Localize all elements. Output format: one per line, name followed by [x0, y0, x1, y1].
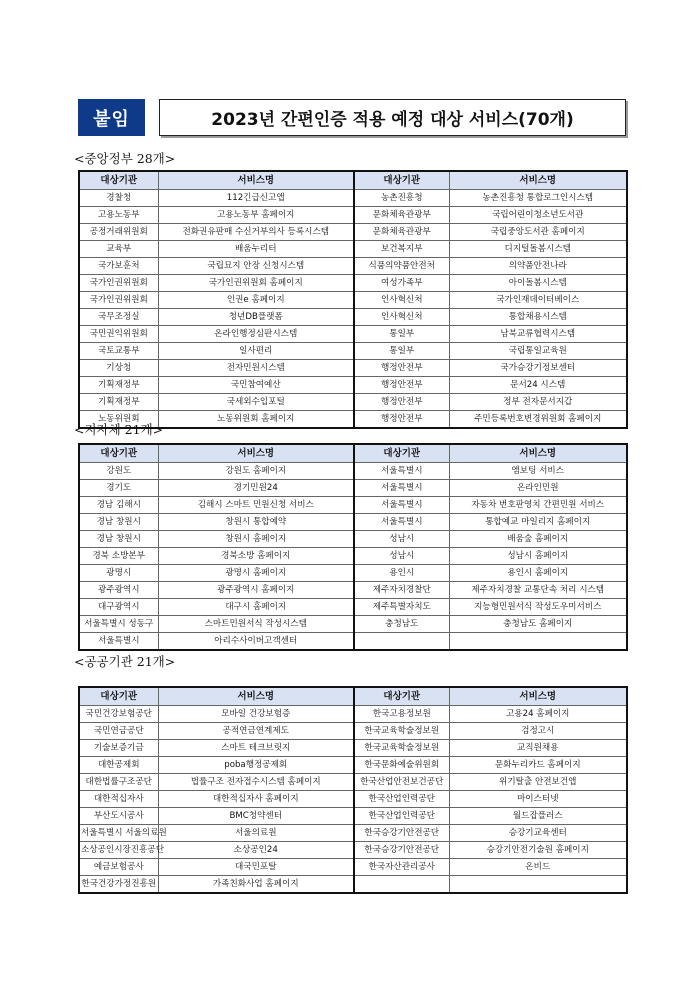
agency-cell: 한국산업안전보건공단 [354, 774, 449, 791]
service-cell: 국가승강기정보센터 [449, 360, 627, 377]
service-cell: 청년DB플랫폼 [158, 309, 354, 326]
service-cell: 국립통일교육원 [449, 343, 627, 360]
agency-cell: 국가인권위원회 [79, 292, 158, 309]
agency-cell: 경북 소방본부 [79, 548, 158, 565]
agency-cell: 농촌진흥청 [354, 190, 449, 207]
agency-cell: 소상공인시장진흥공단 [79, 842, 158, 859]
agency-cell: 경남 창원시 [79, 531, 158, 548]
table-header-row [79, 687, 627, 706]
agency-cell: 경남 김해시 [79, 497, 158, 514]
attachment-tag: 붙임 [78, 99, 145, 136]
agency-cell: 서울특별시 [354, 480, 449, 497]
table-row [79, 394, 627, 411]
table-row [79, 616, 627, 633]
agency-cell: 교육부 [79, 241, 158, 258]
agency-cell: 기상청 [79, 360, 158, 377]
service-cell: 서울의료원 [158, 825, 354, 842]
agency-cell: 한국교육학술정보원 [354, 723, 449, 740]
agency-cell: 한국승강기안전공단 [354, 825, 449, 842]
service-cell: 월드잡플러스 [449, 808, 627, 825]
agency-cell: 문화체육관광부 [354, 224, 449, 241]
service-cell: 112긴급신고앱 [158, 190, 354, 207]
table-row [79, 859, 627, 876]
service-cell: 인권e 홈페이지 [158, 292, 354, 309]
service-cell: 광명시 홈페이지 [158, 565, 354, 582]
service-cell: 배움누리터 [158, 241, 354, 258]
agency-cell: 대한적십자사 [79, 791, 158, 808]
table-row [79, 808, 627, 825]
table-row [79, 241, 627, 258]
service-cell: 소상공인24 [158, 842, 354, 859]
service-cell: 승강기교육센터 [449, 825, 627, 842]
table-row [79, 842, 627, 859]
service-cell: 성남시 홈페이지 [449, 548, 627, 565]
agency-cell: 한국산업인력공단 [354, 791, 449, 808]
service-cell: 창원시 홈페이지 [158, 531, 354, 548]
column-header-service: 서비스명 [449, 687, 627, 706]
service-cell: BMC청약센터 [158, 808, 354, 825]
service-cell: 통합채용시스템 [449, 309, 627, 326]
service-cell: 경기민원24 [158, 480, 354, 497]
agency-cell: 한국교육학술정보원 [354, 740, 449, 757]
agency-cell: 보건복지부 [354, 241, 449, 258]
service-cell [449, 876, 627, 894]
agency-cell: 국민연금공단 [79, 723, 158, 740]
service-cell: 국세외수입포털 [158, 394, 354, 411]
agency-cell: 식품의약품안전처 [354, 258, 449, 275]
table-row [79, 309, 627, 326]
column-header-agency: 대상기관 [354, 687, 449, 706]
service-cell: 자동차 번호판영치 간편민원 서비스 [449, 497, 627, 514]
service-cell: 창원시 통합예약 [158, 514, 354, 531]
central-government-table [78, 170, 628, 429]
document-header [78, 99, 626, 136]
agency-cell: 대한법률구조공단 [79, 774, 158, 791]
service-cell: 국립묘지 안장 신청시스템 [158, 258, 354, 275]
table-row [79, 292, 627, 309]
agency-cell: 국가보훈처 [79, 258, 158, 275]
service-cell: 문화누리카드 홈페이지 [449, 757, 627, 774]
service-cell: 엠보팅 서비스 [449, 463, 627, 480]
table-row [79, 531, 627, 548]
agency-cell: 서울특별시 [354, 497, 449, 514]
service-cell: 강원도 홈페이지 [158, 463, 354, 480]
service-cell: 국가인권위원회 홈페이지 [158, 275, 354, 292]
agency-cell: 충청남도 [354, 616, 449, 633]
service-cell: 배움숲 홈페이지 [449, 531, 627, 548]
service-cell: 남북교류협력시스템 [449, 326, 627, 343]
service-cell: 주민등록번호변경위원회 홈페이지 [449, 411, 627, 429]
table-row [79, 599, 627, 616]
service-cell: 공적연금연계제도 [158, 723, 354, 740]
table-row [79, 343, 627, 360]
agency-cell: 국민건강보험공단 [79, 706, 158, 723]
agency-cell: 제주특별자치도 [354, 599, 449, 616]
agency-cell: 국무조정실 [79, 309, 158, 326]
column-header-service: 서비스명 [449, 444, 627, 463]
service-cell: 국립어린이청소년도서관 [449, 207, 627, 224]
table-row [79, 582, 627, 599]
agency-cell: 한국고용정보원 [354, 706, 449, 723]
table-row [79, 224, 627, 241]
agency-cell: 강원도 [79, 463, 158, 480]
service-cell: 전자민원시스템 [158, 360, 354, 377]
service-cell: 아이돌봄시스템 [449, 275, 627, 292]
agency-cell: 기획재정부 [79, 377, 158, 394]
service-cell: 온비드 [449, 859, 627, 876]
service-cell: 농촌진흥청 통합로그인시스템 [449, 190, 627, 207]
table-row [79, 548, 627, 565]
service-cell: 디지털돌봄시스템 [449, 241, 627, 258]
agency-cell: 경찰청 [79, 190, 158, 207]
agency-cell: 행정안전부 [354, 411, 449, 429]
table-row [79, 514, 627, 531]
section-title-local: <지자체 21개> [74, 422, 164, 437]
table-row [79, 757, 627, 774]
agency-cell: 대한공제회 [79, 757, 158, 774]
table-row [79, 825, 627, 842]
local-government-table [78, 443, 628, 651]
agency-cell: 서울특별시 서울의료원 [79, 825, 158, 842]
service-cell: 아리수사이버고객센터 [158, 633, 354, 651]
agency-cell: 용인시 [354, 565, 449, 582]
column-header-agency: 대상기관 [79, 687, 158, 706]
table-row [79, 565, 627, 582]
service-cell: 국가인재데이터베이스 [449, 292, 627, 309]
table-row [79, 633, 627, 651]
column-header-agency: 대상기관 [79, 444, 158, 463]
agency-cell: 한국건강가정진흥원 [79, 876, 158, 894]
agency-cell: 한국산업인력공단 [354, 808, 449, 825]
service-cell: 대국민포탈 [158, 859, 354, 876]
section-title-central: <중앙정부 28개> [74, 151, 176, 166]
service-cell: 정부 전자문서지갑 [449, 394, 627, 411]
agency-cell: 광주광역시 [79, 582, 158, 599]
service-cell: poba행정공제회 [158, 757, 354, 774]
service-cell: 온라인행정심판시스템 [158, 326, 354, 343]
service-cell: 온라인민원 [449, 480, 627, 497]
table-row [79, 326, 627, 343]
agency-cell: 국가인권위원회 [79, 275, 158, 292]
agency-cell: 부산도시공사 [79, 808, 158, 825]
column-header-service: 서비스명 [158, 171, 354, 190]
service-cell: 김해시 스마트 민원신청 서비스 [158, 497, 354, 514]
agency-cell: 공정거래위원회 [79, 224, 158, 241]
service-cell: 노동위원회 홈페이지 [158, 411, 354, 429]
agency-cell: 문화체육관광부 [354, 207, 449, 224]
service-cell: 가족친화사업 홈페이지 [158, 876, 354, 894]
service-cell: 경북소방 홈페이지 [158, 548, 354, 565]
table-row [79, 463, 627, 480]
table-row [79, 774, 627, 791]
agency-cell: 행정안전부 [354, 377, 449, 394]
table-row [79, 360, 627, 377]
column-header-service: 서비스명 [158, 444, 354, 463]
table-row [79, 706, 627, 723]
agency-cell: 국민권익위원회 [79, 326, 158, 343]
agency-cell: 기획재정부 [79, 394, 158, 411]
agency-cell: 서울특별시 [79, 633, 158, 651]
table-row [79, 876, 627, 894]
agency-cell: 대구광역시 [79, 599, 158, 616]
agency-cell: 통일부 [354, 326, 449, 343]
table-header-row [79, 444, 627, 463]
service-cell: 모바일 건강보험증 [158, 706, 354, 723]
column-header-service: 서비스명 [158, 687, 354, 706]
service-cell: 대한적십자사 홈페이지 [158, 791, 354, 808]
service-cell: 충청남도 홈페이지 [449, 616, 627, 633]
service-cell: 검정고시 [449, 723, 627, 740]
agency-cell: 노동위원회 [79, 411, 158, 429]
service-cell: 국민참여예산 [158, 377, 354, 394]
service-cell: 용인시 홈페이지 [449, 565, 627, 582]
agency-cell: 한국승강기안전공단 [354, 842, 449, 859]
agency-cell: 통일부 [354, 343, 449, 360]
agency-cell: 제주자치경찰단 [354, 582, 449, 599]
table-row [79, 791, 627, 808]
agency-cell: 국토교통부 [79, 343, 158, 360]
section-title-public: <공공기관 21개> [74, 654, 176, 669]
table-row [79, 377, 627, 394]
table-row [79, 207, 627, 224]
agency-cell: 인사혁신처 [354, 309, 449, 326]
column-header-agency: 대상기관 [354, 171, 449, 190]
agency-cell: 한국문화예술위원회 [354, 757, 449, 774]
table-header-row [79, 171, 627, 190]
agency-cell: 인사혁신처 [354, 292, 449, 309]
agency-cell: 고용노동부 [79, 207, 158, 224]
service-cell: 광주광역시 홈페이지 [158, 582, 354, 599]
service-cell: 스마트민원서식 작성시스템 [158, 616, 354, 633]
agency-cell: 행정안전부 [354, 360, 449, 377]
document-title: 2023년 간편인증 적용 예정 대상 서비스(70개) [159, 99, 626, 136]
public-institution-table [78, 686, 628, 894]
service-cell: 대구시 홈페이지 [158, 599, 354, 616]
column-header-agency: 대상기관 [354, 444, 449, 463]
table-row [79, 497, 627, 514]
table-row [79, 258, 627, 275]
agency-cell: 경남 창원시 [79, 514, 158, 531]
service-cell: 스마트 테크브릿지 [158, 740, 354, 757]
table-row [79, 723, 627, 740]
agency-cell: 성남시 [354, 548, 449, 565]
agency-cell: 서울특별시 [354, 514, 449, 531]
agency-cell [354, 633, 449, 651]
service-cell: 지능형민원서식 작성도우미서비스 [449, 599, 627, 616]
service-cell: 승강기안전기술원 홈페이지 [449, 842, 627, 859]
service-cell: 고용24 홈페이지 [449, 706, 627, 723]
service-cell: 전화권유판매 수신거부의사 등록시스템 [158, 224, 354, 241]
agency-cell: 기술보증기금 [79, 740, 158, 757]
agency-cell: 광명시 [79, 565, 158, 582]
service-cell: 고용노동부 홈페이지 [158, 207, 354, 224]
service-cell: 통합예교 마일리지 홈페이지 [449, 514, 627, 531]
service-cell: 교직원채용 [449, 740, 627, 757]
agency-cell [354, 876, 449, 894]
agency-cell: 서울특별시 성동구 [79, 616, 158, 633]
agency-cell: 경기도 [79, 480, 158, 497]
agency-cell: 행정안전부 [354, 394, 449, 411]
table-row [79, 480, 627, 497]
agency-cell: 예금보험공사 [79, 859, 158, 876]
service-cell [449, 633, 627, 651]
service-cell: 마이스터넷 [449, 791, 627, 808]
agency-cell: 여성가족부 [354, 275, 449, 292]
service-cell: 일사편리 [158, 343, 354, 360]
column-header-service: 서비스명 [449, 171, 627, 190]
column-header-agency: 대상기관 [79, 171, 158, 190]
table-row [79, 190, 627, 207]
service-cell: 의약품안전나라 [449, 258, 627, 275]
table-row [79, 275, 627, 292]
agency-cell: 한국자산관리공사 [354, 859, 449, 876]
agency-cell: 성남시 [354, 531, 449, 548]
service-cell: 문서24 시스템 [449, 377, 627, 394]
service-cell: 국립중앙도서관 홈페이지 [449, 224, 627, 241]
table-row [79, 740, 627, 757]
service-cell: 위기탈출 안전보건앱 [449, 774, 627, 791]
service-cell: 법률구조 전자접수시스템 홈페이지 [158, 774, 354, 791]
service-cell: 제주자치경찰 교통단속 처리 시스템 [449, 582, 627, 599]
agency-cell: 서울특별시 [354, 463, 449, 480]
